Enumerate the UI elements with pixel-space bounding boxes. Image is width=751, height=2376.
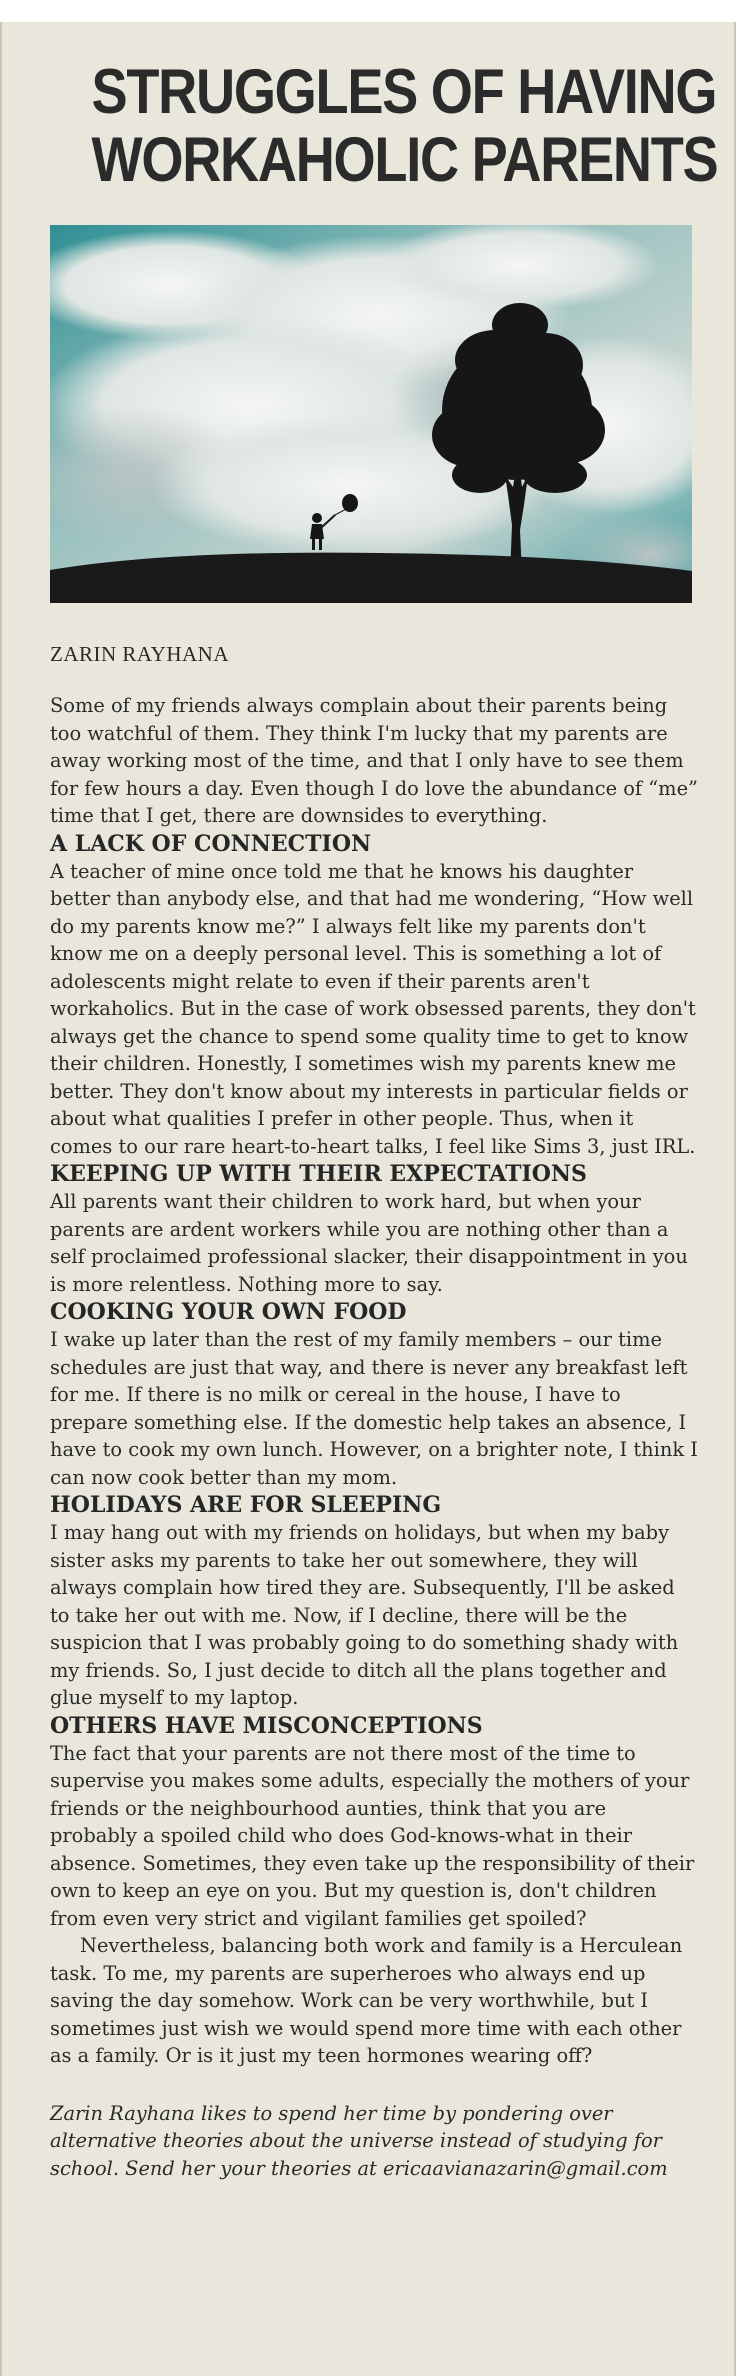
section-body: I may hang out with my friends on holidays, but when my baby sister asks my parents to take her out somewhere, they will always complain how tired they are. Subsequently, I'll be asked to take her out with me. Now, if I decline, there will be the suspicion that I was probably going to do something shady with my friends. So, I just decide to ditch all the plans together and glue myself to my laptop. [50, 1521, 679, 1709]
section-heading: HOLIDAYS ARE FOR SLEEPING [50, 1492, 442, 1518]
headline [91, 57, 718, 195]
conclusion-paragraph: Nevertheless, balancing both work and family is a Herculean task. To me, my parents are superheroes who always end up saving the day somehow. Work can be very worthwhile, but I sometimes just wish we would spend more time with each other as a family. Or is it just my teen hormones wearing off? [50, 1934, 683, 2067]
section-body: All parents want their children to work hard, but when your parents are ardent workers while you are nothing other than a self proclaimed professional slacker, their disappointment in you is more relentless. Nothing more to say. [50, 1190, 688, 1296]
section-body: I wake up later than the rest of my family members – our time schedules are just that way, and there is never any breakfast left for me. If there is no milk or cereal in the house, I have to prepare something else. If the domestic help takes an absence, I have to cook my own lunch. However, on a brighter note, I think I can now cook better than my mom. [50, 1328, 698, 1489]
intro-paragraph: Some of my friends always complain about their parents being too watchful of them. They think I'm lucky that my parents are away working most of the time, and that I only have to see them for few hours a day. Even though I do love the abundance of “me” time that I get, there are downsides to everything. [50, 694, 698, 827]
section-heading: A LACK OF CONNECTION [50, 830, 372, 857]
headline-line-2: WORKAHOLIC PARENTS [91, 125, 718, 195]
author-bio: Zarin Rayhana likes to spend her time by pondering over alternative theories about the universe instead of studying for school. Send her your theories at ericaavianazarin@gmail.com [50, 2101, 668, 2180]
article-body [50, 692, 698, 2182]
article-page [0, 22, 736, 2376]
section-heading: COOKING YOUR OWN FOOD [50, 1299, 407, 1325]
hero-image [50, 225, 692, 603]
section-body: A teacher of mine once told me that he knows his daughter better than anybody else, and that had me wondering, “How well do my parents know me?” I always felt like my parents don't know me on a deeply personal level. This is something a lot of adolescents might relate to even if their parents aren't workaholics. But in the case of work obsessed parents, they don't always get the chance to spend some quality time to get to know their children. Honestly, I sometimes wish my parents knew me better. They don't know about my interests in particular fields or about what qualities I prefer in other people. Thus, when it comes to our rare heart-to-heart talks, I feel like Sims 3, just IRL. [50, 859, 696, 1158]
byline: ZARIN RAYHANA [50, 642, 229, 666]
section-body: The fact that your parents are not there most of the time to supervise you makes some adults, especially the mothers of your friends or the neighbourhood aunties, think that you are probably a spoiled child who does God-knows-what in their absence. Sometimes, they even take up the responsibility of their own to keep an eye on you. But my question is, don't children from even very strict and vigilant families get spoiled? [50, 1741, 695, 1930]
section-heading: KEEPING UP WITH THEIR EXPECTATIONS [50, 1161, 587, 1187]
section-heading: OTHERS HAVE MISCONCEPTIONS [50, 1712, 483, 1739]
headline-line-1: STRUGGLES OF HAVING [91, 57, 717, 127]
